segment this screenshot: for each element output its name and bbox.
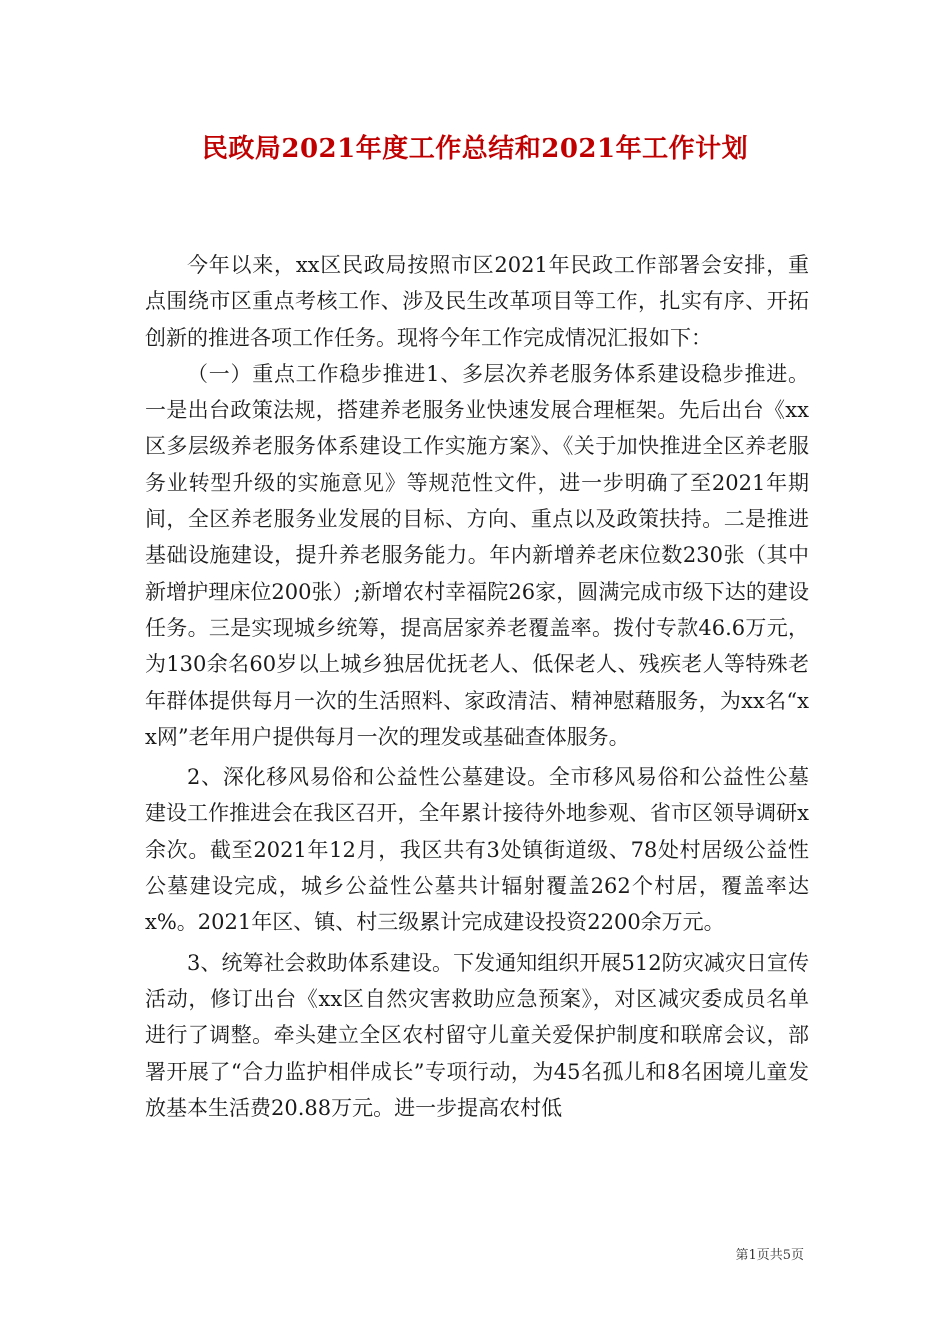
paragraph-intro: 今年以来，xx区民政局按照市区2021年民政工作部署会安排，重点围绕市区重点考核工作、涉及民生改革项目等工作，扎实有序、开拓创新的推进各项工作任务。现将今年工作完成情况汇报如下： bbox=[145, 253, 809, 350]
paragraph-social-assistance: 3、统筹社会救助体系建设。下发通知组织开展512防灾减灾日宣传活动，修订出台《xx区自然灾害救助应急预案》，对区减灾委成员名单进行了调整。牵头建立全区农村留守儿童关爱保护制度和联席会议，部署开展了“合力监护相伴成长”专项行动，为45名孤儿和8名困境儿童发放基本生活费20.88万元。进一步提高农村低 bbox=[145, 950, 809, 1120]
paragraph-cemetery: 2、深化移风易俗和公益性公墓建设。全市移风易俗和公益性公墓建设工作推进会在我区召开，全年累计接待外地参观、省市区领导调研x余次。截至2021年12月，我区共有3处镇街道级、78处村居级公益性公墓建设完成，城乡公益性公墓共计辐射覆盖262个村居，覆盖率达x%。2021年区、镇、村三级累计完成建设投资2200余万元。 bbox=[145, 765, 809, 935]
document-body bbox=[145, 247, 809, 1126]
paragraph-elderly-care: （一）重点工作稳步推进1、多层次养老服务体系建设稳步推进。一是出台政策法规，搭建养老服务业快速发展合理框架。先后出台《xx区多层级养老服务体系建设工作实施方案》、《关于加快推进全区养老服务业转型升级的实施意见》等规范性文件，进一步明确了至2021年期间，全区养老服务业发展的目标、方向、重点以及政策扶持。二是推进基础设施建设，提升养老服务能力。年内新增养老床位数230张（其中新增护理床位200张）;新增农村幸福院26家，圆满完成市级下达的建设任务。三是实现城乡统筹，提高居家养老覆盖率。拨付专款46.6万元，为130余名60岁以上城乡独居优抚老人、低保老人、残疾老人等特殊老年群体提供每月一次的生活照料、家政清洁、精神慰藉服务，为xx名“xx网”老年用户提供每月一次的理发或基础查体服务。 bbox=[145, 361, 809, 749]
page-title: 民政局2021年度工作总结和2021年工作计划 bbox=[201, 134, 749, 164]
page-number: 第1页共5页 bbox=[735, 1248, 804, 1263]
